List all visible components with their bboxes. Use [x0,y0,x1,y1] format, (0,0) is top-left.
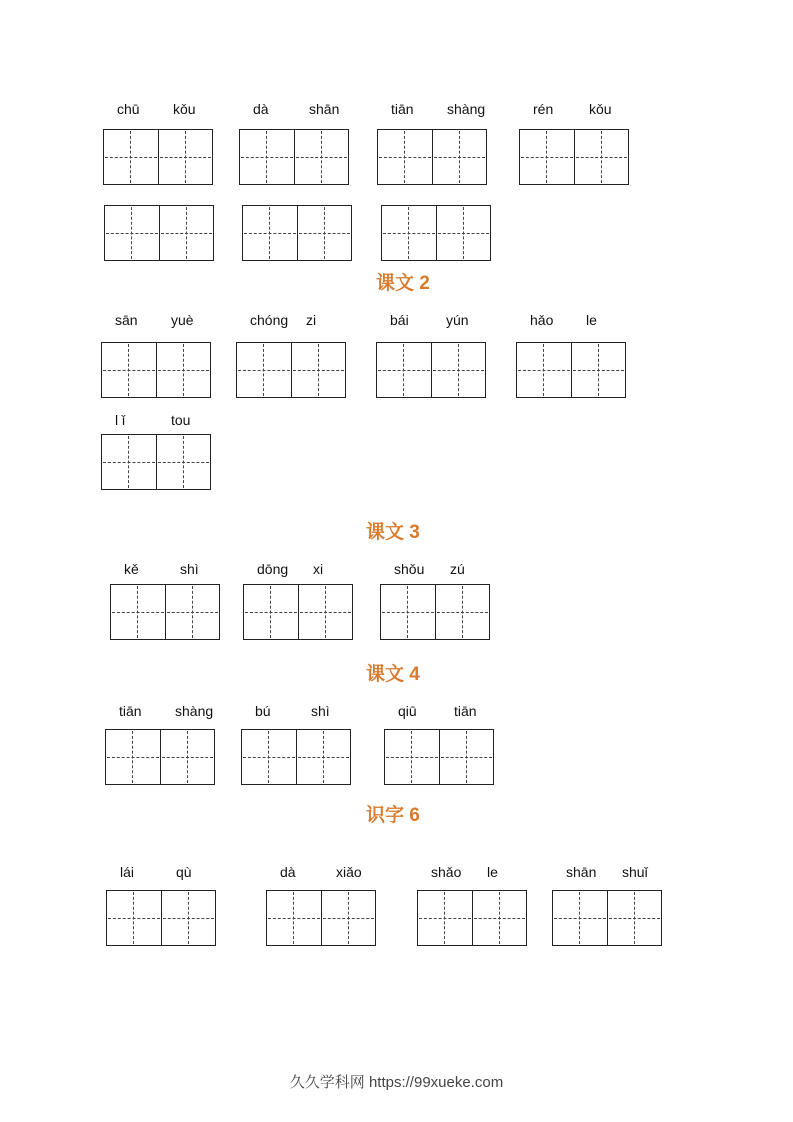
pinyin-label: l ǐ [115,412,126,428]
character-cell[interactable] [242,730,296,784]
guide-line-horizontal [298,757,349,758]
character-cell[interactable] [436,206,490,260]
guide-line-horizontal [244,233,296,234]
writing-grid[interactable] [103,129,213,185]
pinyin-label: tiān [391,101,414,117]
guide-line-horizontal [518,370,570,371]
guide-line-horizontal [554,918,606,919]
writing-grid[interactable] [104,205,214,261]
character-cell[interactable] [105,206,159,260]
character-cell[interactable] [161,891,215,945]
writing-grid[interactable] [239,129,349,185]
character-cell[interactable] [381,585,435,639]
lesson-heading: 课文 3 [366,522,420,543]
pinyin-label: le [487,864,498,880]
writing-grid[interactable] [241,729,351,785]
pinyin-label: dà [280,864,296,880]
guide-line-horizontal [576,157,627,158]
character-cell[interactable] [321,891,375,945]
guide-line-horizontal [158,462,209,463]
pinyin-label: tiān [454,703,477,719]
character-cell[interactable] [385,730,439,784]
pinyin-label: kǒu [173,101,196,117]
guide-line-horizontal [609,918,660,919]
pinyin-label: yuè [171,312,194,328]
character-cell[interactable] [298,585,352,639]
character-cell[interactable] [111,585,165,639]
guide-line-horizontal [474,918,525,919]
lesson-heading: 课文 4 [366,664,420,685]
guide-line-horizontal [238,370,290,371]
guide-line-horizontal [521,157,573,158]
guide-line-horizontal [573,370,624,371]
guide-line-horizontal [243,757,295,758]
pinyin-label: bái [390,312,409,328]
character-cell[interactable] [472,891,526,945]
pinyin-label: rén [533,101,554,117]
pinyin-label: qù [176,864,192,880]
character-cell[interactable] [156,343,210,397]
guide-line-horizontal [112,612,164,613]
guide-line-horizontal [323,918,374,919]
writing-grid[interactable] [105,729,215,785]
guide-line-horizontal [241,157,293,158]
character-cell[interactable] [571,343,625,397]
writing-grid[interactable] [519,129,629,185]
pinyin-label: shān [309,101,340,117]
guide-line-horizontal [382,612,434,613]
guide-line-horizontal [163,918,214,919]
character-cell[interactable] [102,435,156,489]
guide-line-horizontal [108,918,160,919]
character-cell[interactable] [267,891,321,945]
pinyin-label: zú [450,561,465,577]
pinyin-label: shān [566,864,597,880]
writing-grid[interactable] [101,342,211,398]
character-cell[interactable] [158,130,212,184]
character-cell[interactable] [243,206,297,260]
writing-grid[interactable] [101,434,211,490]
character-cell[interactable] [431,343,485,397]
guide-line-horizontal [103,462,155,463]
character-cell[interactable] [520,130,574,184]
writing-grid[interactable] [242,205,352,261]
pinyin-label: lái [120,864,135,880]
guide-line-horizontal [107,757,159,758]
guide-line-horizontal [160,157,211,158]
pinyin-label: shàng [175,703,214,719]
guide-line-horizontal [293,370,344,371]
character-cell[interactable] [244,585,298,639]
guide-line-horizontal [268,918,320,919]
character-cell[interactable] [297,206,351,260]
guide-line-horizontal [441,757,492,758]
writing-grid[interactable] [106,890,216,946]
character-cell[interactable] [104,130,158,184]
character-cell[interactable] [240,130,294,184]
guide-line-horizontal [296,157,347,158]
character-cell[interactable] [156,435,210,489]
writing-grid[interactable] [384,729,494,785]
pinyin-label: shì [311,703,330,719]
pinyin-label: dà [253,101,269,117]
guide-line-horizontal [167,612,218,613]
pinyin-label: bú [255,703,271,719]
character-cell[interactable] [294,130,348,184]
character-cell[interactable] [291,343,345,397]
guide-line-horizontal [386,757,438,758]
writing-grid[interactable] [110,584,220,640]
character-cell[interactable] [439,730,493,784]
pinyin-label: shàng [447,101,486,117]
guide-line-horizontal [379,157,431,158]
pinyin-label: chóng [250,312,289,328]
guide-line-horizontal [299,233,350,234]
guide-line-horizontal [106,233,158,234]
pinyin-label: shǎo [431,864,462,880]
character-cell[interactable] [106,730,160,784]
writing-grid[interactable] [552,890,662,946]
pinyin-label: dōng [257,561,289,577]
pinyin-label: le [586,312,597,328]
writing-grid[interactable] [377,129,487,185]
character-cell[interactable] [377,343,431,397]
writing-grid[interactable] [380,584,490,640]
guide-line-horizontal [245,612,297,613]
guide-line-horizontal [300,612,351,613]
writing-grid[interactable] [266,890,376,946]
pinyin-label: zi [306,312,317,328]
pinyin-label: xi [313,561,324,577]
writing-grid[interactable] [417,890,527,946]
pinyin-label: shuǐ [622,864,648,880]
pinyin-label: xiǎo [336,864,362,880]
pinyin-label: yún [446,312,469,328]
pinyin-label: kě [124,561,139,577]
character-cell[interactable] [517,343,571,397]
guide-line-horizontal [433,370,484,371]
guide-line-horizontal [103,370,155,371]
character-cell[interactable] [574,130,628,184]
character-cell[interactable] [418,891,472,945]
character-cell[interactable] [165,585,219,639]
pinyin-label: kǒu [589,101,612,117]
character-cell[interactable] [237,343,291,397]
writing-grid[interactable] [381,205,491,261]
character-cell[interactable] [160,730,214,784]
character-cell[interactable] [607,891,661,945]
character-cell[interactable] [159,206,213,260]
character-cell[interactable] [432,130,486,184]
writing-grid[interactable] [243,584,353,640]
guide-line-horizontal [162,757,213,758]
guide-line-horizontal [419,918,471,919]
writing-grid[interactable] [236,342,346,398]
character-cell[interactable] [102,343,156,397]
character-cell[interactable] [435,585,489,639]
pinyin-label: tiān [119,703,142,719]
pinyin-label: shì [180,561,199,577]
pinyin-label: chū [117,101,140,117]
lesson-heading: 识字 6 [366,805,420,826]
pinyin-label: shǒu [394,561,425,577]
guide-line-horizontal [105,157,157,158]
character-cell[interactable] [107,891,161,945]
guide-line-horizontal [434,157,485,158]
pinyin-label: sān [115,312,138,328]
writing-grid[interactable] [516,342,626,398]
pinyin-label: hǎo [530,312,554,328]
character-cell[interactable] [553,891,607,945]
footer-watermark: 久久学科网 https://99xueke.com [289,1074,504,1091]
pinyin-label: qiū [398,703,417,719]
lesson-heading: 课文 2 [376,273,430,294]
guide-line-horizontal [437,612,488,613]
character-cell[interactable] [296,730,350,784]
pinyin-label: tou [171,412,191,428]
character-cell[interactable] [382,206,436,260]
guide-line-horizontal [383,233,435,234]
guide-line-horizontal [161,233,212,234]
guide-line-horizontal [158,370,209,371]
character-cell[interactable] [378,130,432,184]
writing-grid[interactable] [376,342,486,398]
guide-line-horizontal [378,370,430,371]
guide-line-horizontal [438,233,489,234]
